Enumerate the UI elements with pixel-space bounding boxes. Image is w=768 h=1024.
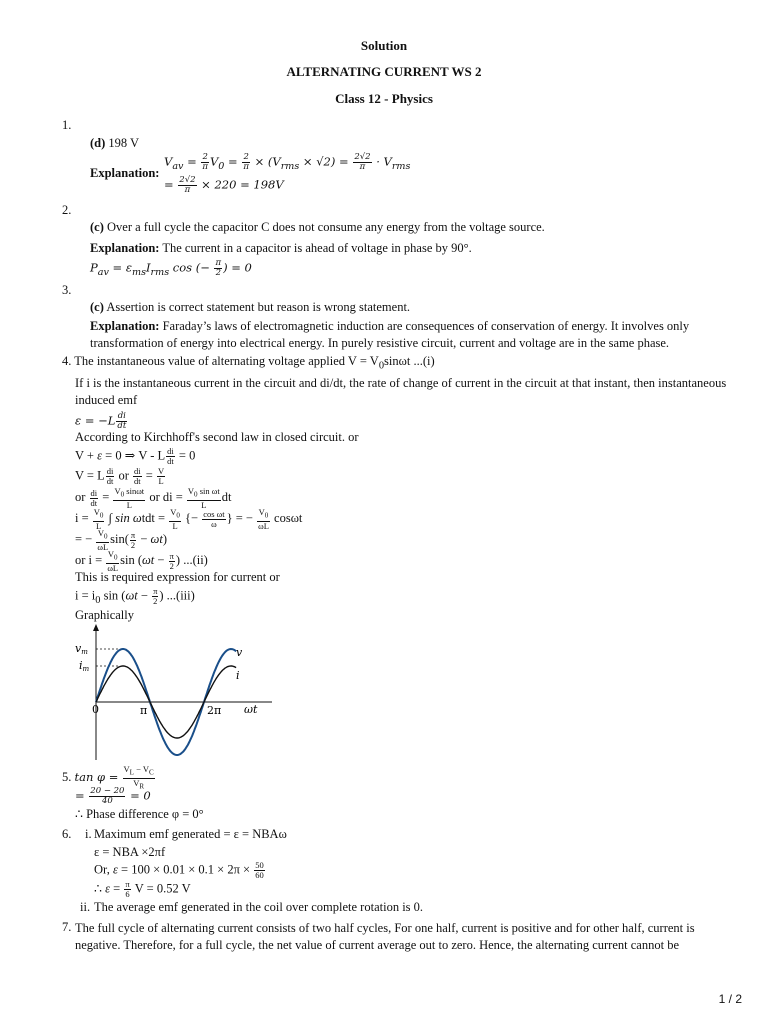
q2-explanation [90, 241, 472, 256]
x-tick-0: 0 [92, 703, 99, 716]
answer-option: (c) [90, 220, 104, 234]
explanation-text: Faraday’s laws of electromagnetic induction are consequences of conservation of energy. It involves only transformation of energy into electrical energy. In purely resistive circuit, current and voltage are in the same phase. [90, 319, 690, 350]
voltage-current-graph [72, 624, 272, 764]
q6-i-label: i. [85, 827, 92, 841]
q4-step5: = − $\frac{V_0}{\omega L}$ sin( $\frac{\pi}{2}$ − ωt) [75, 528, 167, 552]
q5-line1: 5. tan φ = $\frac{V_L - V_C}{V_R}$ [62, 764, 154, 791]
q4-intro: 4. The instantaneous value of alternating voltage applied $V = V_0\sin\omega t$ ...(i) [62, 354, 435, 372]
q1-formula-line2: = $\frac{2√2}{\pi}$ × 220 = 198V [164, 175, 284, 195]
q1-formula-line1: $V_{av}$ = $\frac{2}{\pi}$ $V_0$ = $\frac{2}{\pi}$ × $(V_{rms} \times √2)$ = $\frac{2√2}{\pi}$ · $V_{rms}$ [164, 152, 411, 172]
q4-graphically: Graphically [75, 608, 135, 622]
q4-step2: V = L $\frac{di}{dt}$ or $\frac{di}{dt}$ = $\frac{V}{L}$ [75, 466, 165, 486]
answer-text: Assertion is correct statement but reason is wrong statement. [106, 300, 411, 314]
question-number: 2. [62, 203, 72, 217]
curve-label-v: v [236, 646, 243, 659]
q3-answer [90, 300, 410, 315]
class-subject: Class 12 - Physics [335, 91, 433, 106]
q4-emf: ε = −L $\frac{di}{dt}$ [75, 411, 127, 431]
answer-option: (c) [90, 300, 104, 314]
q4-step7: $i = i_0$ sin (ωt − $\frac{\pi}{2}$ ) ...(iii) [75, 586, 195, 606]
q4-required: This is required expression for current or [75, 570, 280, 584]
q4-step6: or i = $\frac{V_0}{\omega L}$ sin (ωt − $\frac{\pi}{2}$ ) ...(ii) [75, 549, 208, 573]
x-tick-2pi: 2π [207, 704, 222, 717]
q7-text: The full cycle of alternating current consists of two half cycles, For one half, current is positive and for other half, current is negative. Therefore, for a full cycle, the net value of current average out to zero. Hence, the alternating current cannot be [75, 921, 695, 952]
q4-step3: or $\frac{di}{dt}$ = $\frac{V_0 \sin\omega t}{L}$ or di = $\frac{V_0 \sin \omega t}{L}$ dt [75, 486, 232, 510]
curve-label-i: i [236, 669, 240, 682]
explanation-text: The current in a capacitor is ahead of voltage in phase by 90°. [162, 241, 472, 255]
question-number: 7. [62, 920, 72, 934]
q4-step1: V + ε = 0 ⇒ V - L $\frac{di}{dt}$ = 0 [75, 446, 196, 466]
explanation-label: Explanation: [90, 241, 160, 255]
y-label-v0: vm [75, 642, 88, 656]
worksheet-title: ALTERNATING CURRENT WS 2 [286, 64, 482, 79]
q6-ii-text: The average emf generated in the coil over complete rotation is 0. [94, 900, 424, 914]
q5-line2: = $\frac{20 - 20}{40}$ = 0 [75, 786, 151, 806]
q2-formula: $P_{av} = \varepsilon_{ms}I_{rms}$ cos (− $\frac{\pi}{2}$ ) = 0 [90, 258, 252, 278]
q6-i-line4: ∴ ε = $\frac{\pi}{6}$ V = 0.52 V [94, 879, 191, 899]
answer-text: 198 V [108, 136, 140, 150]
q5-line3: ∴ Phase difference φ = 0° [75, 807, 204, 821]
page-number: 1 / 2 [718, 992, 742, 1006]
solution-heading: Solution [360, 38, 408, 53]
q3-explanation [90, 318, 740, 352]
q6-i-text: Maximum emf generated = ε = NBAω [94, 827, 287, 841]
question-number: 1. [62, 118, 72, 132]
q6-i-line2: ε = NBA ×2πf [94, 845, 166, 859]
q6-ii-label: ii. [80, 900, 91, 914]
x-axis-label: ωt [244, 703, 258, 716]
answer-text: Over a full cycle the capacitor C does not consume any energy from the voltage source. [107, 220, 545, 234]
q4-paragraph: If i is the instantaneous current in the circuit and di/dt, the rate of change of current in the circuit at that instant, then instantaneous induced emf [75, 376, 727, 407]
q4-step4: i = $\frac{V_0}{L}$ ∫ sin ωtdt = $\frac{V_0}{L}$ {− $\frac{\text{cos ωt}}{\omega}$ } = − $\frac{V_0}{\omega L}$ cosωt [75, 507, 303, 531]
q1-answer [90, 136, 139, 151]
answer-option: (d) [90, 136, 106, 150]
question-number: 3. [62, 283, 72, 297]
q2-answer [90, 220, 545, 235]
y-label-i0: im [79, 659, 90, 673]
q6-i-line3: Or, ε = 100 × 0.01 × 0.1 × 2π × $\frac{50}{60}$ [94, 860, 264, 880]
explanation-label: Explanation: [90, 166, 160, 180]
question-number: 6. [62, 827, 72, 841]
q4-kirchhoff: According to Kirchhoff's second law in closed circuit. or [75, 430, 359, 444]
y-axis-arrow [93, 624, 99, 631]
x-tick-pi: π [140, 704, 148, 717]
explanation-label: Explanation: [90, 319, 160, 333]
